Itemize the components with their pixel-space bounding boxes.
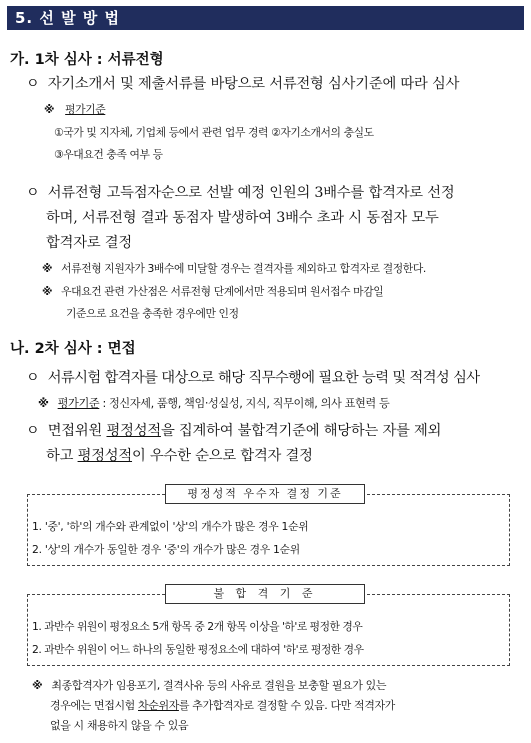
part-a-bullet2-line1 <box>26 182 454 202</box>
fail-criteria-item1: 1. 과반수 위원이 평정요소 5개 항목 중 2개 항목 이상을 '하'로 평정한 경우 <box>32 620 363 633</box>
bullet-text: 자기소개서 및 제출서류를 바탕으로 서류전형 심사기준에 따라 심사 <box>47 76 460 92</box>
note-text: 우대요건 관련 가산점은 서류전형 단계에서만 적용되며 원서접수 마감일 <box>61 285 384 298</box>
rank-criteria-item2: 2. '상'의 개수가 동일한 경우 '중'의 개수가 많은 경우 1순위 <box>32 543 300 556</box>
note-text: 서류전형 지원자가 3배수에 미달할 경우는 결격자를 제외하고 합격자로 결정한다. <box>61 262 426 275</box>
part-b-heading: 나. 2차 심사 : 면접 <box>10 341 136 357</box>
criteria-text: : 정신자세, 품행, 책임·성실성, 지식, 직무이해, 의사 표현력 등 <box>102 397 390 410</box>
bullet-symbol: ㅇ <box>26 423 40 439</box>
criteria-label: 평가기준 <box>57 397 100 410</box>
note-mark: ※ <box>42 262 53 275</box>
text-part: 을 집계하여 불합격기준에 해당하는 자를 제외 <box>160 423 442 439</box>
final-note-line2 <box>50 697 395 713</box>
bullet-text: 서류시험 합격자를 대상으로 해당 직무수행에 필요한 능력 및 적격성 심사 <box>47 370 480 386</box>
bullet-symbol: ㅇ <box>26 76 40 92</box>
note-mark: ※ <box>38 397 49 410</box>
underlined-term: 평정성적 <box>77 448 133 464</box>
rank-criteria-item1: 1. '중', '하'의 개수와 관계없이 '상'의 개수가 많은 경우 1순위 <box>32 520 309 533</box>
text-part: 하고 <box>46 448 78 464</box>
text-part: 이 우수한 순으로 합격자 결정 <box>132 448 313 464</box>
part-a-bullet1 <box>26 73 459 93</box>
part-a-note2-line1 <box>42 284 383 299</box>
note-mark: ※ <box>32 679 43 692</box>
note-mark: ※ <box>42 285 53 298</box>
part-a-bullet2-line2: 하며, 서류전형 결과 동점자 발생하여 3배수 초과 시 동점자 모두 <box>46 210 439 226</box>
part-b-bullet1 <box>26 367 480 387</box>
bullet-symbol: ㅇ <box>26 370 40 386</box>
criteria-a-line1: ①국가 및 지자체, 기업체 등에서 관련 업무 경력 ②자기소개서의 충실도 <box>54 126 374 139</box>
criteria-a-line2: ③우대요건 충족 여부 등 <box>54 148 163 161</box>
part-a-bullet2-line3: 합격자로 결정 <box>46 235 133 251</box>
final-note-line1 <box>32 677 386 693</box>
part-b-bullet2-line1 <box>26 420 441 440</box>
criteria-label: 평가기준 <box>65 103 106 116</box>
note-text: 최종합격자가 임용포기, 결격사유 등의 사유로 결원을 보충할 필요가 있는 <box>51 679 387 692</box>
bullet-symbol: ㅇ <box>26 185 40 201</box>
part-b-bullet2-line2 <box>46 445 313 465</box>
text-part: 면접위원 <box>47 423 107 439</box>
fail-criteria-title: 불 합 격 기 준 <box>165 584 365 604</box>
underlined-term: 차순위자 <box>138 699 179 712</box>
part-a-heading: 가. 1차 심사 : 서류전형 <box>10 52 164 68</box>
part-a-note1 <box>42 261 426 276</box>
bullet-text: 서류전형 고득점자순으로 선발 예정 인원의 3배수를 합격자로 선정 <box>47 185 455 201</box>
text-part: 경우에는 면접시험 <box>50 699 139 712</box>
criteria-a-label-line <box>44 102 105 117</box>
part-a-note2-line2: 기준으로 요건을 충족한 경우에만 인정 <box>66 307 239 320</box>
fail-criteria-item2: 2. 과반수 위원이 어느 하나의 동일한 평정요소에 대하여 '하'로 평정한 경우 <box>32 643 364 656</box>
text-part: 를 추가합격자로 결정할 수 있음. 다만 적격자가 <box>178 699 395 712</box>
final-note-line3: 없을 시 채용하지 않을 수 있음 <box>50 719 189 732</box>
underlined-term: 평정성적 <box>106 423 161 439</box>
rank-criteria-title: 평정성적 우수자 결정 기준 <box>165 484 365 504</box>
note-mark: ※ <box>44 103 55 116</box>
criteria-b <box>38 395 389 411</box>
section-title: 5. 선 발 방 법 <box>7 6 524 30</box>
